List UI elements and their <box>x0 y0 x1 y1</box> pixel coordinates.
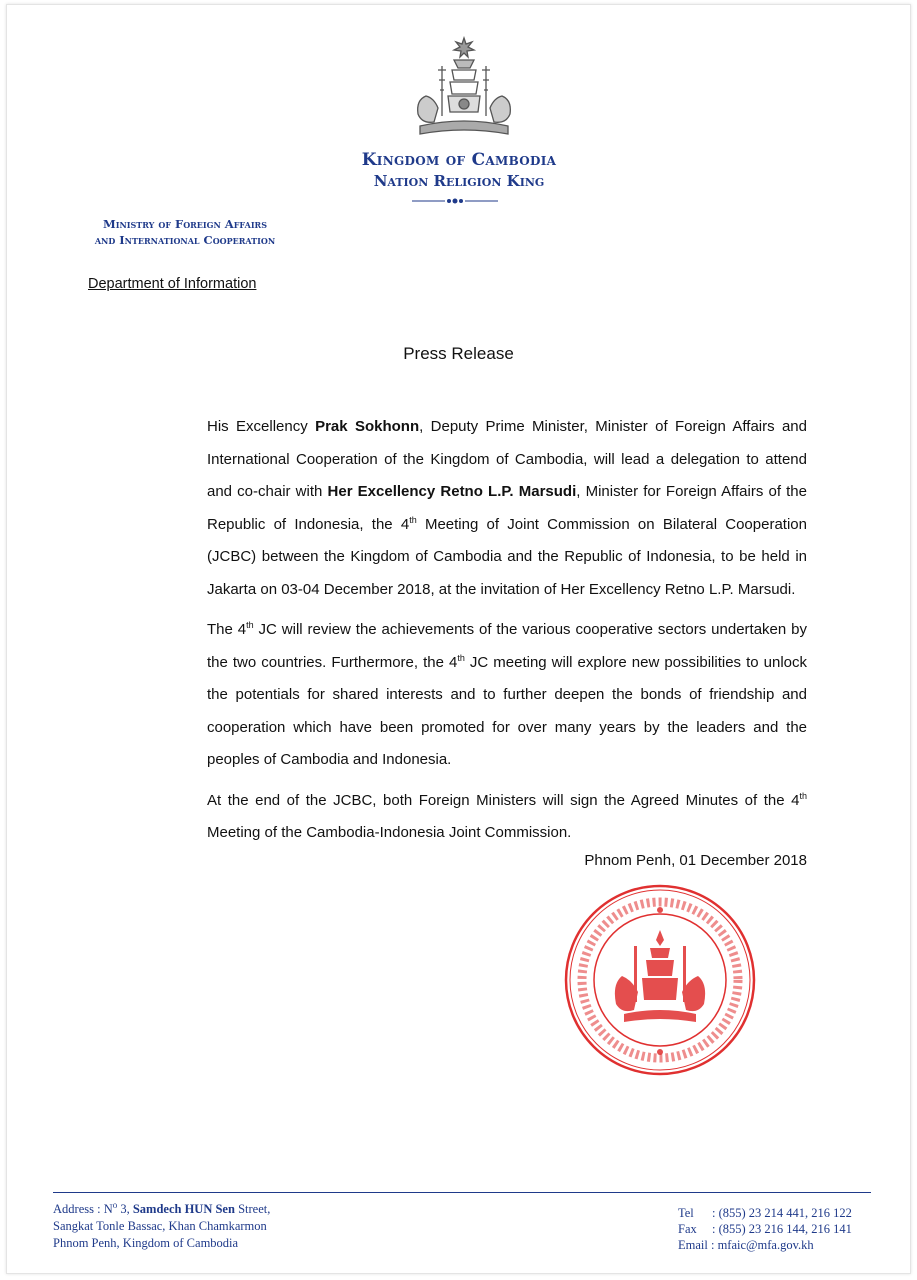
document-body <box>159 411 807 850</box>
department-name: Department of Information <box>88 276 257 292</box>
fax-value: : (855) 23 216 144, 216 141 <box>712 1222 852 1236</box>
p2-text-c: JC will review the achievements of the various cooperative sectors undertaken by the two countries. Furthermore, the 4 <box>207 621 807 671</box>
p1-counterpart-name: Her Excellency Retno L.P. Marsudi <box>327 483 577 500</box>
ministry-name <box>40 216 330 248</box>
tel-row <box>678 1205 852 1221</box>
address-number: 3, <box>117 1202 133 1216</box>
p1-minister-name: Prak Sokhonn <box>315 418 420 435</box>
p1-ordinal-suffix: th <box>409 514 417 525</box>
document-title: Press Release <box>403 344 514 363</box>
address-label: Address : N <box>53 1202 113 1216</box>
tel-value: : (855) 23 214 441, 216 122 <box>712 1206 852 1220</box>
address-street-suffix: Street, <box>234 1202 271 1216</box>
p3-text-a: At the end of the JCBC, both Foreign Ministers will sign the Agreed Minutes of the 4 <box>207 791 800 809</box>
ministry-line-1: Ministry of Foreign Affairs <box>103 217 267 231</box>
paragraph-1 <box>159 411 807 606</box>
p2-text-a: The 4 <box>207 621 247 638</box>
fax-label: Fax <box>678 1222 697 1236</box>
p1-text-a: His Excellency <box>207 418 316 435</box>
footer-address <box>53 1201 270 1252</box>
fax-row <box>678 1221 852 1237</box>
country-name: Kingdom of Cambodia <box>361 150 557 170</box>
p2-ordinal-suffix-2: th <box>457 652 465 663</box>
p3-ordinal-suffix: th <box>799 790 807 801</box>
p3-text-c: Meeting of the Cambodia-Indonesia Joint Commission. <box>207 824 572 841</box>
footer-contact <box>678 1205 852 1253</box>
ministry-line-2: and International Cooperation <box>94 233 276 247</box>
official-seal-stamp-icon <box>560 880 760 1080</box>
p1-text-g: Meeting of Joint Commission on Bilateral Cooperation (JCBC) between the Kingdom of Cambodia and the Republic of Indonesia, to be held in Jakarta on 03-04 December 2018, at the invitation of Her Excellency Retno L.P. Marsudi. <box>207 515 807 598</box>
royal-emblem-icon <box>408 36 520 140</box>
address-line-3: Phnom Penh, Kingdom of Cambodia <box>53 1236 239 1250</box>
address-number-sup: o <box>112 1199 118 1210</box>
place-and-date: Phnom Penh, 01 December 2018 <box>584 852 807 869</box>
paragraph-2 <box>159 614 807 777</box>
paragraph-3 <box>159 785 807 850</box>
footer-divider <box>53 1192 871 1193</box>
p2-text-e: JC meeting will explore new possibilities to unlock the potentials for shared interests and to further deepen the bonds of friendship and cooperation which have been promoted for over many years by the leaders and the peoples of Cambodia and Indonesia. <box>207 653 807 768</box>
national-motto: Nation Religion King <box>373 172 545 190</box>
address-line-1 <box>53 1201 270 1218</box>
email-value[interactable]: : mfaic@mfa.gov.kh <box>710 1238 814 1252</box>
email-label: Email <box>678 1238 708 1252</box>
ornament-divider-icon <box>412 195 498 207</box>
email-row <box>678 1237 852 1253</box>
address-street-name: Samdech HUN Sen <box>132 1202 235 1216</box>
p1-text-c: , Deputy Prime Minister, Minister of Foreign Affairs and International Cooperation of the Kingdom of Cambodia, will lead a delegation to attend and co-chair with <box>207 418 807 500</box>
p1-text-e: , Minister for Foreign Affairs of the Republic of Indonesia, the 4 <box>207 483 807 533</box>
tel-label: Tel <box>678 1206 694 1220</box>
address-line-2: Sangkat Tonle Bassac, Khan Chamkarmon <box>53 1219 267 1233</box>
p2-ordinal-suffix-1: th <box>246 620 254 630</box>
